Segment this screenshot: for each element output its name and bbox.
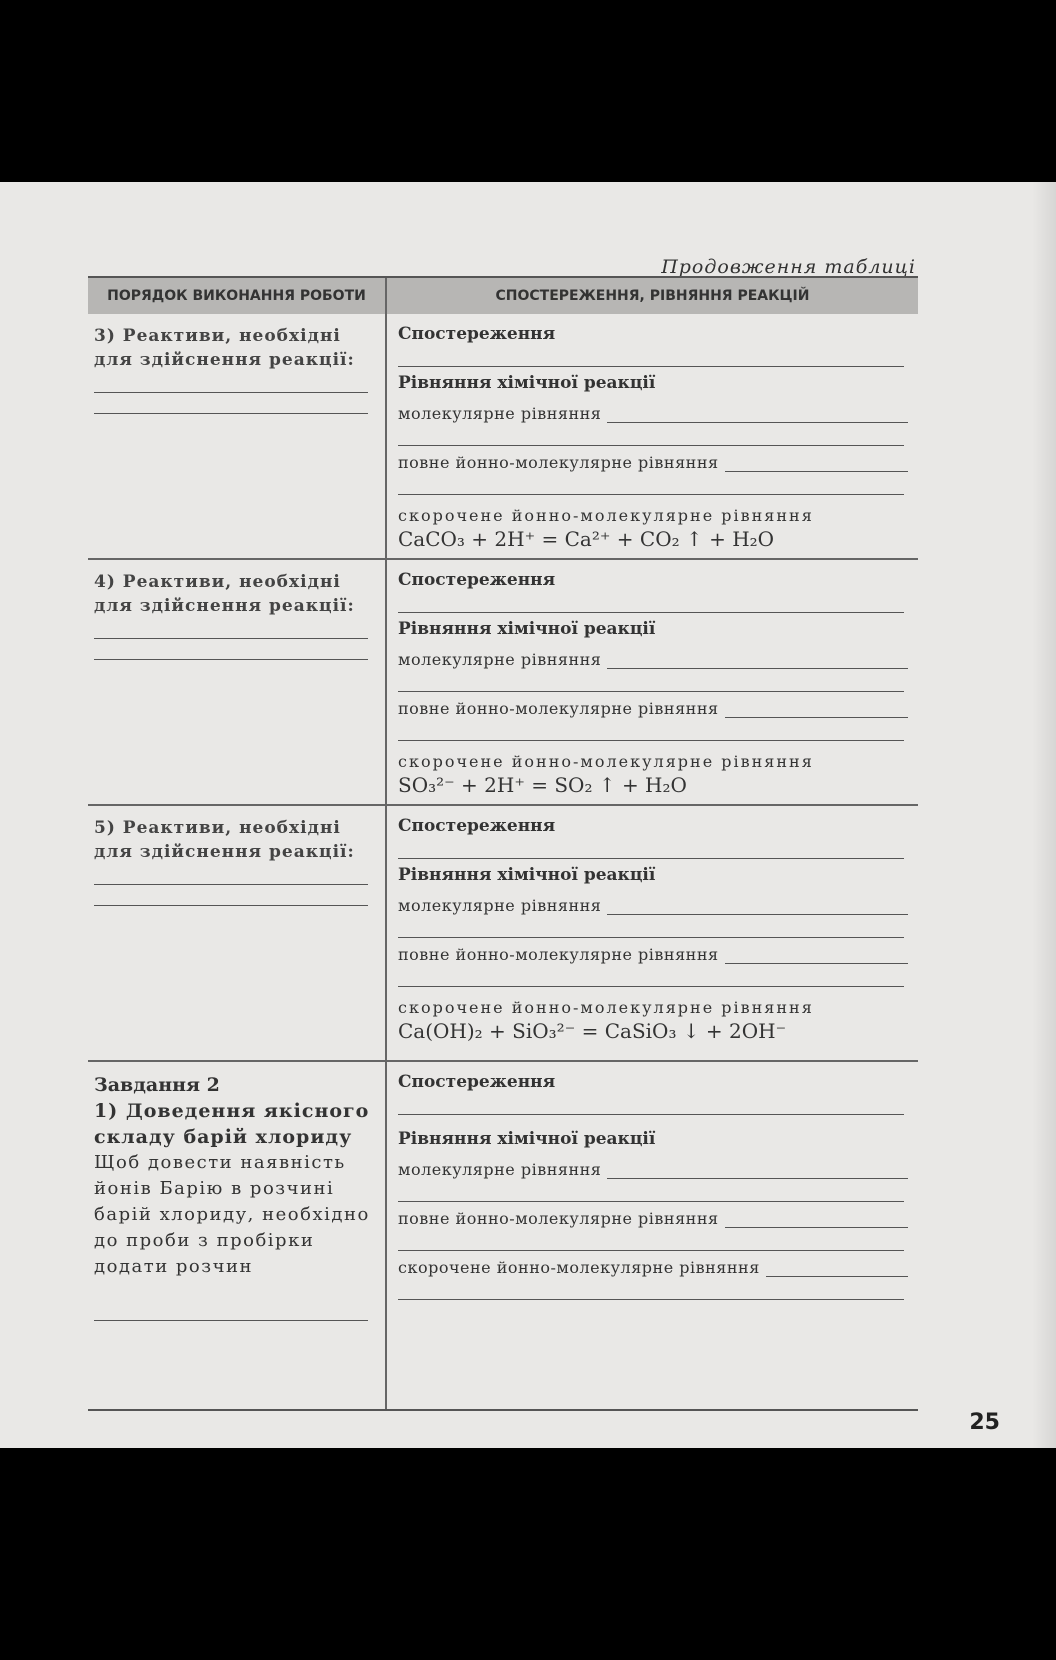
observations-label: Спостереження	[398, 570, 556, 590]
observations-line[interactable]	[398, 350, 904, 367]
page-edge-shadow	[1032, 182, 1056, 1448]
observations-line[interactable]	[398, 1098, 904, 1115]
equation-title: Рівняння хімічної реакції	[398, 373, 656, 393]
observations-line[interactable]	[398, 596, 904, 613]
reagents-cell	[94, 324, 374, 414]
answer-line[interactable]	[94, 1300, 368, 1321]
observations-label: Спостереження	[398, 1072, 556, 1092]
observations-line[interactable]	[398, 842, 904, 859]
answer-line[interactable]	[398, 964, 904, 987]
header-procedure: ПОРЯДОК ВИКОНАННЯ РОБОТИ	[88, 278, 385, 314]
full-ionic-equation-field[interactable]	[398, 446, 908, 472]
answer-line[interactable]	[398, 1277, 904, 1300]
reagents-prompt: 5) Реактиви, необхідні для здійснення реакції:	[94, 818, 355, 862]
full-ionic-label: повне йонно-молекулярне рівняння	[398, 453, 719, 472]
answer-line[interactable]	[94, 372, 368, 393]
molecular-equation-field[interactable]	[398, 397, 908, 423]
short-ionic-formula: CaCO₃ + 2H⁺ = Ca²⁺ + CO₂ ↑ + H₂O	[398, 527, 775, 551]
full-ionic-label: повне йонно-молекулярне рівняння	[398, 945, 719, 964]
table-continuation-note: Продовження таблиці	[661, 256, 916, 278]
answer-line[interactable]	[398, 423, 904, 446]
equation-title: Рівняння хімічної реакції	[398, 619, 656, 639]
short-ionic-formula: Ca(OH)₂ + SiO₃²⁻ = CaSiO₃ ↓ + 2OH⁻	[398, 1019, 787, 1043]
short-ionic-equation-field[interactable]	[398, 1251, 908, 1277]
answer-line[interactable]	[398, 915, 904, 938]
short-ionic-label: скорочене йонно-молекулярне рівняння	[398, 752, 814, 771]
table-row	[88, 560, 918, 806]
molecular-equation-field[interactable]	[398, 889, 908, 915]
full-ionic-label: повне йонно-молекулярне рівняння	[398, 699, 719, 718]
header-observations: СПОСТЕРЕЖЕННЯ, РІВНЯННЯ РЕАКЦІЙ	[387, 278, 918, 314]
answer-line[interactable]	[398, 669, 904, 692]
task-cell	[94, 1072, 374, 1321]
full-ionic-equation-field[interactable]	[398, 938, 908, 964]
molecular-equation-field[interactable]	[398, 643, 908, 669]
observations-cell	[398, 324, 908, 557]
answer-line[interactable]	[398, 1228, 904, 1251]
short-ionic-label: скорочене йонно-молекулярне рівняння	[398, 1258, 760, 1277]
full-ionic-equation-field[interactable]	[398, 692, 908, 718]
table-header	[88, 278, 918, 314]
answer-line[interactable]	[398, 1179, 904, 1202]
reagents-prompt: 3) Реактиви, необхідні для здійснення реакції:	[94, 326, 355, 370]
observations-cell	[398, 1072, 908, 1300]
short-ionic-label: скорочене йонно-молекулярне рівняння	[398, 998, 814, 1017]
observations-label: Спостереження	[398, 816, 556, 836]
workbook-page	[0, 182, 1056, 1448]
answer-line[interactable]	[94, 885, 368, 906]
reagents-cell	[94, 816, 374, 906]
answer-line[interactable]	[94, 864, 368, 885]
short-ionic-formula: SO₃²⁻ + 2H⁺ = SO₂ ↑ + H₂O	[398, 773, 687, 797]
lab-table	[88, 276, 918, 1411]
observations-cell	[398, 816, 908, 1049]
answer-line[interactable]	[398, 472, 904, 495]
molecular-label: молекулярне рівняння	[398, 404, 602, 423]
answer-line[interactable]	[94, 639, 368, 660]
answer-line[interactable]	[398, 718, 904, 741]
observations-cell	[398, 570, 908, 803]
equation-title: Рівняння хімічної реакції	[398, 865, 656, 885]
reagents-cell	[94, 570, 374, 660]
reagents-prompt: 4) Реактиви, необхідні для здійснення реакції:	[94, 572, 355, 616]
task-subtitle: 1) Доведення якісного складу барій хлориду	[94, 1100, 370, 1148]
molecular-label: молекулярне рівняння	[398, 1160, 602, 1179]
table-row	[88, 806, 918, 1062]
molecular-equation-field[interactable]	[398, 1153, 908, 1179]
full-ionic-label: повне йонно-молекулярне рівняння	[398, 1209, 719, 1228]
answer-line[interactable]	[94, 393, 368, 414]
short-ionic-label: скорочене йонно-молекулярне рівняння	[398, 506, 814, 525]
equation-title: Рівняння хімічної реакції	[398, 1129, 656, 1149]
answer-line[interactable]	[94, 618, 368, 639]
task-title: Завдання 2	[94, 1074, 220, 1096]
table-row	[88, 1062, 918, 1407]
observations-label: Спостереження	[398, 324, 556, 344]
molecular-label: молекулярне рівняння	[398, 650, 602, 669]
molecular-label: молекулярне рівняння	[398, 896, 602, 915]
full-ionic-equation-field[interactable]	[398, 1202, 908, 1228]
page-number: 25	[969, 1410, 1000, 1435]
task-text: Щоб довести наявність йонів Барію в розчині барій хлориду, необхідно до проби з пробірки додати розчин	[94, 1152, 370, 1277]
table-row	[88, 314, 918, 560]
